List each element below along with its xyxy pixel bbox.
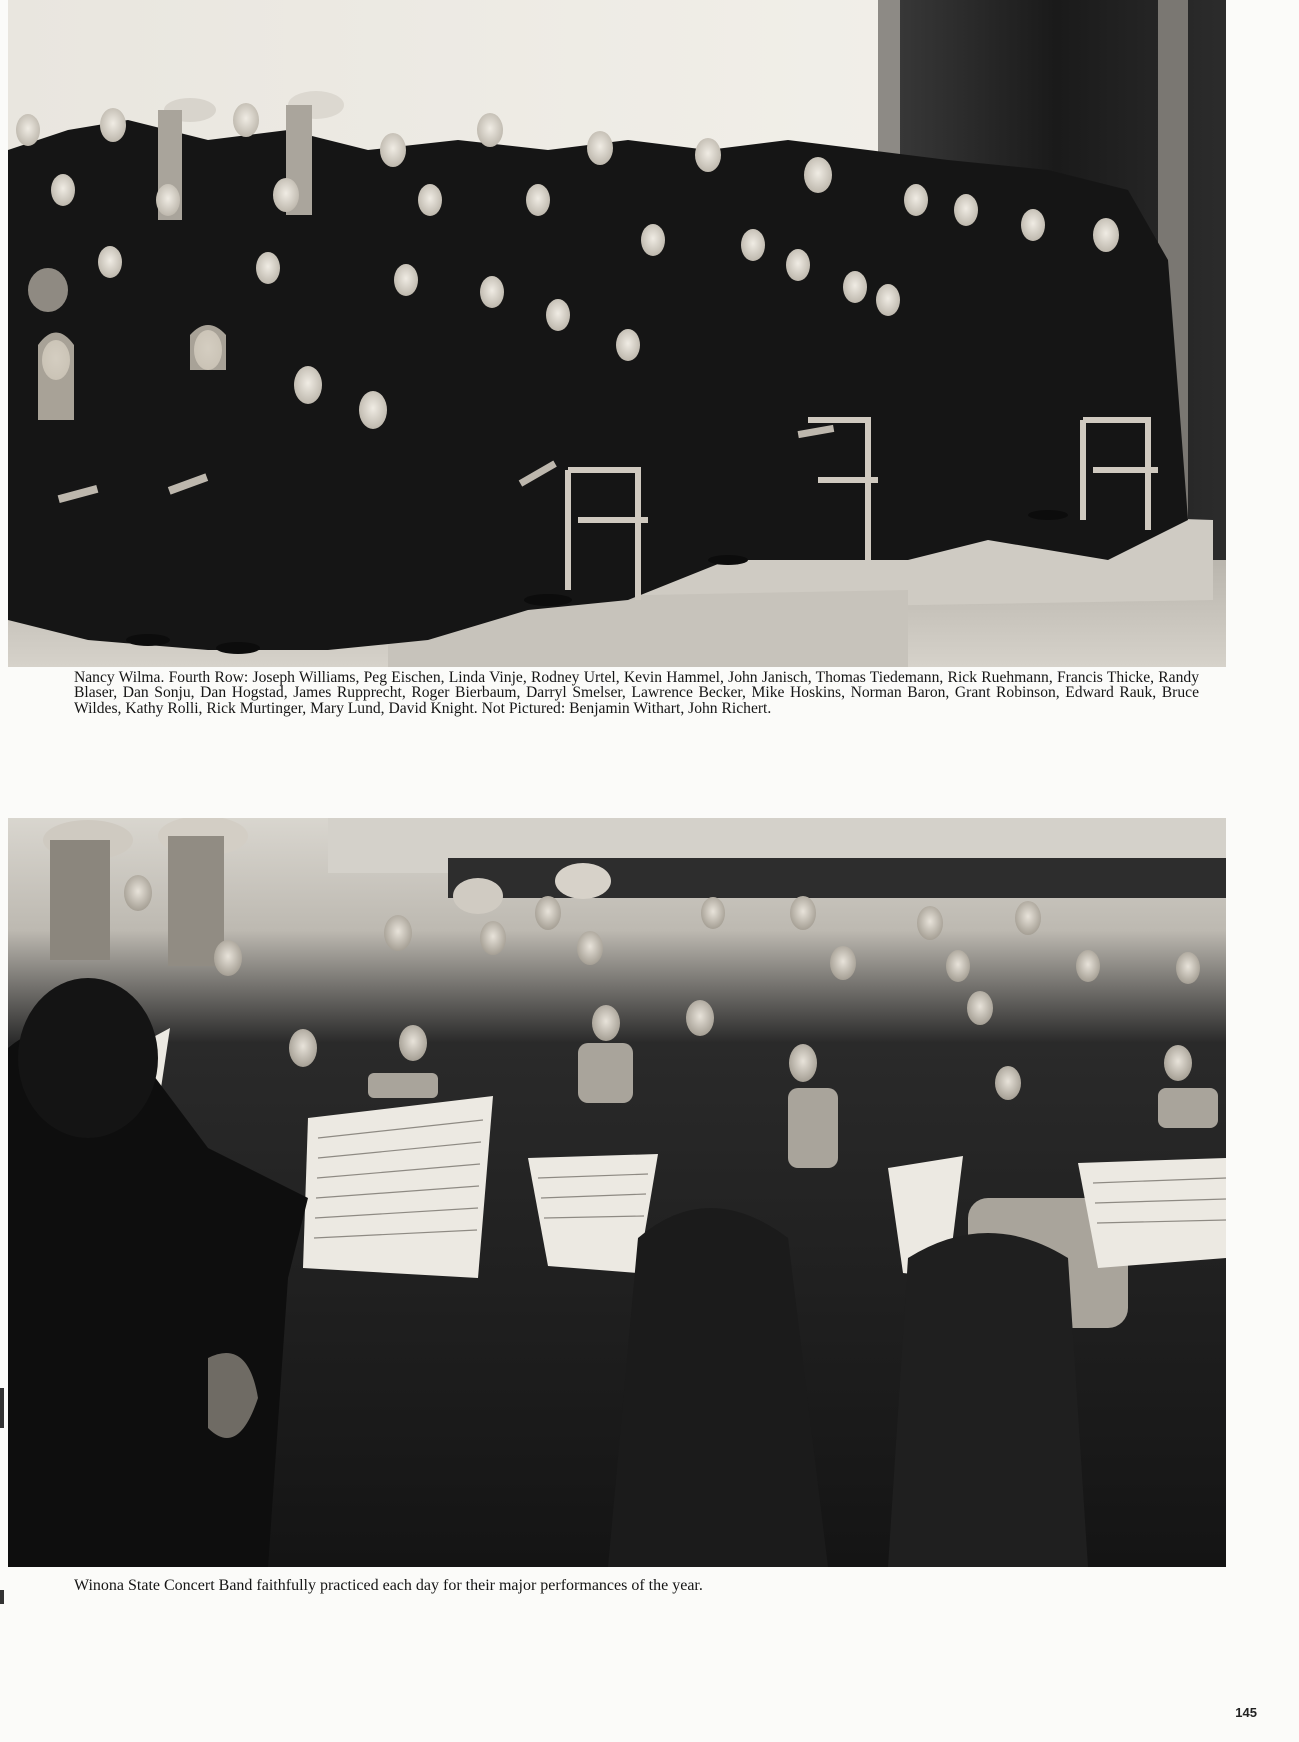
group-portrait-photo-icon (8, 0, 1226, 667)
binding-mark (0, 1590, 4, 1604)
bottom-photo-caption: Winona State Concert Band faithfully practiced each day for their major performances of the year. (74, 1577, 703, 1594)
band-rehearsal-photo (8, 818, 1226, 1567)
page-number: 145 (1235, 1705, 1257, 1720)
binding-mark (0, 1388, 4, 1428)
band-group-portrait-photo (8, 0, 1226, 667)
top-photo-caption: Nancy Wilma. Fourth Row: Joseph Williams, Peg Eischen, Linda Vinje, Rodney Urtel, Kevin Hammel, John Janisch, Thomas Tiedemann, Rick Ruehmann, Francis Thicke, Randy Blaser, Dan Sonju, Dan Hogstad, James Rupprecht, Roger Bierbaum, Darryl Smelser, Lawrence Becker, Mike Hoskins, Norman Baron, Grant Robinson, Edward Rauk, Bruce Wildes, Kathy Rolli, Rick Murtinger, Mary Lund, David Knight. Not Pictured: Benjamin Withart, John Richert. (74, 669, 1199, 717)
rehearsal-photo-icon (8, 818, 1226, 1567)
